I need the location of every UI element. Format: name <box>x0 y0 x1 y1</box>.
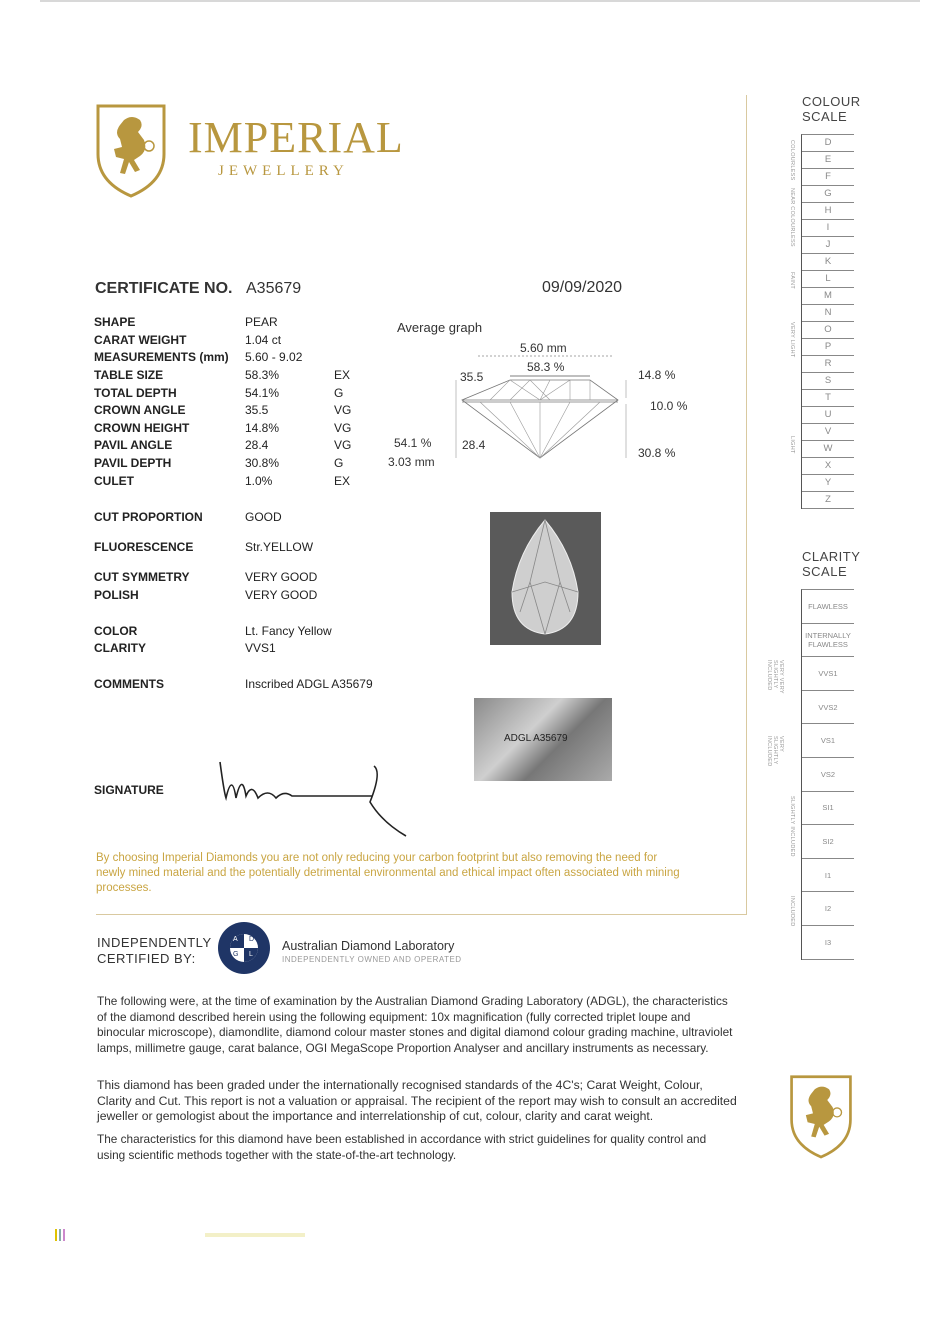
colour-grade-cell: R <box>802 356 854 373</box>
colour-grade-cell: K <box>802 254 854 271</box>
colour-scale-title-1: COLOUR <box>802 94 861 109</box>
graph-table: 58.3 % <box>527 360 565 374</box>
lab-name: Australian Diamond Laboratory <box>282 939 455 953</box>
clarity-scale-title <box>802 549 860 579</box>
colour-grade-cell: L <box>802 271 854 288</box>
handwritten-signature-icon <box>212 752 412 842</box>
brand-name: IMPERIAL <box>188 113 404 162</box>
certificate-date: 09/09/2020 <box>542 279 623 296</box>
seal-letter: L <box>249 951 253 958</box>
colour-grade-cell: G <box>802 186 854 203</box>
bottom-lion-crest-icon <box>788 1072 854 1160</box>
detail-label: COLOR <box>94 624 138 638</box>
top-border-line <box>40 0 920 2</box>
colour-grade-cell: H <box>802 203 854 220</box>
graph-girdle: 10.0 % <box>650 399 688 413</box>
clarity-group-label: INCLUDED <box>789 896 795 927</box>
lab-subtitle: INDEPENDENTLY OWNED AND OPERATED <box>282 955 462 964</box>
detail-label: CUT SYMMETRY <box>94 570 190 584</box>
spec-label: PAVIL DEPTH <box>94 456 172 470</box>
colour-grade-cell: D <box>802 135 854 152</box>
colour-grade-cell: E <box>802 152 854 169</box>
detail-value: Lt. Fancy Yellow <box>245 624 332 638</box>
colour-grade-cell: S <box>802 373 854 390</box>
clarity-grade-cell: I1 <box>802 859 854 893</box>
detail-label: CUT PROPORTION <box>94 510 203 524</box>
seal-letter: A <box>233 936 238 943</box>
spec-label: TABLE SIZE <box>94 368 164 382</box>
spec-label: SHAPE <box>94 315 136 329</box>
certified-line-1: INDEPENDENTLY <box>97 935 212 950</box>
clarity-group-label: VERY VERY SLIGHTLY INCLUDED <box>766 660 784 694</box>
spec-value: 35.5 <box>245 403 269 417</box>
colour-grade-cell: F <box>802 169 854 186</box>
clarity-grade-cell: VVS1 <box>802 657 854 691</box>
eco-notice: By choosing Imperial Diamonds you are not only reducing your carbon footprint but also removing the need for newly mined material and the potentially detrimental environmental and ethical impact often associated with mining processes. <box>96 852 680 894</box>
spec-grade: VG <box>334 403 352 417</box>
detail-label: FLUORESCENCE <box>94 540 194 554</box>
spec-label: CARAT WEIGHT <box>94 333 187 347</box>
colour-scale-title-2: SCALE <box>802 109 848 124</box>
colour-group-label: FAINT <box>789 272 795 290</box>
paragraph-standards: This diamond has been graded under the internationally recognised standards of the 4C's; Carat Weight, Colour, Clarity and Cut. This report is not a valuation or appraisal. The recipient of the report may wish to consult an accredited jeweller or gemologist about the importance and interrelationship of cut, colour, clarity and carat weight. <box>97 1078 737 1123</box>
colour-grade-cell: I <box>802 220 854 237</box>
spec-value: 5.60 - 9.02 <box>245 350 303 364</box>
clarity-grade-cell: I3 <box>802 926 854 960</box>
clarity-scale-title-2: SCALE <box>802 564 848 579</box>
detail-label: POLISH <box>94 588 139 602</box>
spec-grade: EX <box>334 368 351 382</box>
certificate-label: CERTIFICATE NO. <box>95 280 233 297</box>
spec-grade: G <box>334 456 344 470</box>
certified-line-2: CERTIFIED BY: <box>97 951 196 966</box>
clarity-grade-cell: I2 <box>802 892 854 926</box>
spec-value: 30.8% <box>245 456 280 470</box>
clarity-grade-cell: FLAWLESS <box>802 590 854 624</box>
colour-grade-cell: O <box>802 322 854 339</box>
paragraph-equipment: The following were, at the time of examination by the Australian Diamond Grading Laboratory (ADGL), the characteristics of the diamond described herein using the following equipment: 10x magnification (fully corrected triplet loupe and binocular microscope), diamondlite, diamond colour master stones and digital diamond colour grading machine, ultraviolet lamps, millimetre gauge, carat balance, OGI MegaScope Proportion Analyser and ancillary instruments as necessary. <box>97 994 733 1055</box>
graph-depth-pct: 54.1 % <box>394 436 432 450</box>
colour-grade-cell: Y <box>802 475 854 492</box>
colour-group-label: VERY LIGHT <box>789 322 795 358</box>
detail-value: Inscribed ADGL A35679 <box>245 677 373 691</box>
diamond-photo-icon <box>490 512 601 645</box>
spec-value: 54.1% <box>245 386 280 400</box>
spec-grade: EX <box>334 474 351 488</box>
graph-depth-mm: 3.03 mm <box>388 455 435 469</box>
paragraph-characteristics: The characteristics for this diamond have been established in accordance with strict guidelines for quality control and using scientific methods together with the state-of-the-art technology. <box>97 1132 707 1162</box>
detail-value: VERY GOOD <box>245 570 318 584</box>
detail-value: VVS1 <box>245 641 276 655</box>
inscription-text: ADGL A35679 <box>504 733 568 744</box>
clarity-grade-cell: INTERNALLY FLAWLESS <box>802 624 854 658</box>
clarity-grade-cell: VS2 <box>802 758 854 792</box>
seal-letter: G <box>233 951 239 958</box>
clarity-grade-cell: VVS2 <box>802 691 854 725</box>
diamond-photo <box>490 512 601 645</box>
spec-grade: VG <box>334 421 352 435</box>
certified-by-label <box>97 935 212 967</box>
detail-label: CLARITY <box>94 641 146 655</box>
spec-label: TOTAL DEPTH <box>94 386 177 400</box>
spec-grade: VG <box>334 438 352 452</box>
detail-value: VERY GOOD <box>245 588 318 602</box>
colour-grade-cell: U <box>802 407 854 424</box>
graph-title: Average graph <box>397 320 483 335</box>
colour-grade-cell: J <box>802 237 854 254</box>
colour-grade-cell: P <box>802 339 854 356</box>
spec-label: CULET <box>94 474 134 488</box>
spec-label: CROWN HEIGHT <box>94 421 190 435</box>
clarity-grade-cell: SI2 <box>802 825 854 859</box>
graph-crown-angle: 35.5 <box>460 370 484 384</box>
certificate-number: A35679 <box>246 280 302 297</box>
clarity-grade-cell: SI1 <box>802 792 854 826</box>
colour-grade-cell: M <box>802 288 854 305</box>
detail-label: COMMENTS <box>94 677 164 691</box>
graph-width: 5.60 mm <box>520 341 567 355</box>
adgl-seal-icon <box>218 922 270 974</box>
colour-grade-cell: N <box>802 305 854 322</box>
inscription-photo <box>474 698 612 781</box>
bottom-scan-marks <box>55 1229 355 1241</box>
graph-pavil-depth: 30.8 % <box>638 446 676 460</box>
spec-value: 28.4 <box>245 438 269 452</box>
spec-value: 1.0% <box>245 474 273 488</box>
signature-label: SIGNATURE <box>94 783 164 797</box>
brand-subtitle: JEWELLERY <box>218 163 349 179</box>
colour-grade-cell: Z <box>802 492 854 509</box>
detail-value: GOOD <box>245 510 282 524</box>
detail-value: Str.YELLOW <box>245 540 314 554</box>
spec-label: PAVIL ANGLE <box>94 438 173 452</box>
frame-right-line <box>746 95 747 915</box>
seal-letter: D <box>249 936 255 943</box>
colour-grade-cell: V <box>802 424 854 441</box>
spec-label: MEASUREMENTS (mm) <box>94 350 229 364</box>
clarity-group-label: VERY SLIGHTLY INCLUDED <box>766 736 784 767</box>
frame-bottom-line <box>96 914 746 915</box>
spec-value: 1.04 ct <box>245 333 282 347</box>
spec-label: CROWN ANGLE <box>94 403 186 417</box>
clarity-scale <box>801 589 854 960</box>
clarity-grade-cell: VS1 <box>802 724 854 758</box>
graph-crown-height: 14.8 % <box>638 368 676 382</box>
colour-group-label: LIGHT <box>789 436 795 454</box>
spec-value: 58.3% <box>245 368 280 382</box>
colour-grade-cell: T <box>802 390 854 407</box>
clarity-group-label: SLIGHTLY INCLUDED <box>789 796 795 857</box>
colour-scale <box>801 134 854 509</box>
clarity-scale-title-1: CLARITY <box>802 549 861 564</box>
colour-group-label: NEAR COLOURLESS <box>789 188 795 247</box>
colour-grade-cell: W <box>802 441 854 458</box>
spec-value: PEAR <box>245 315 278 329</box>
graph-pavil-angle: 28.4 <box>462 438 486 452</box>
colour-grade-cell: X <box>802 458 854 475</box>
spec-grade: G <box>334 386 344 400</box>
spec-value: 14.8% <box>245 421 280 435</box>
colour-group-label: COLOURLESS <box>789 140 795 181</box>
imperial-lion-crest-icon <box>94 102 168 198</box>
colour-scale-title <box>802 94 861 124</box>
